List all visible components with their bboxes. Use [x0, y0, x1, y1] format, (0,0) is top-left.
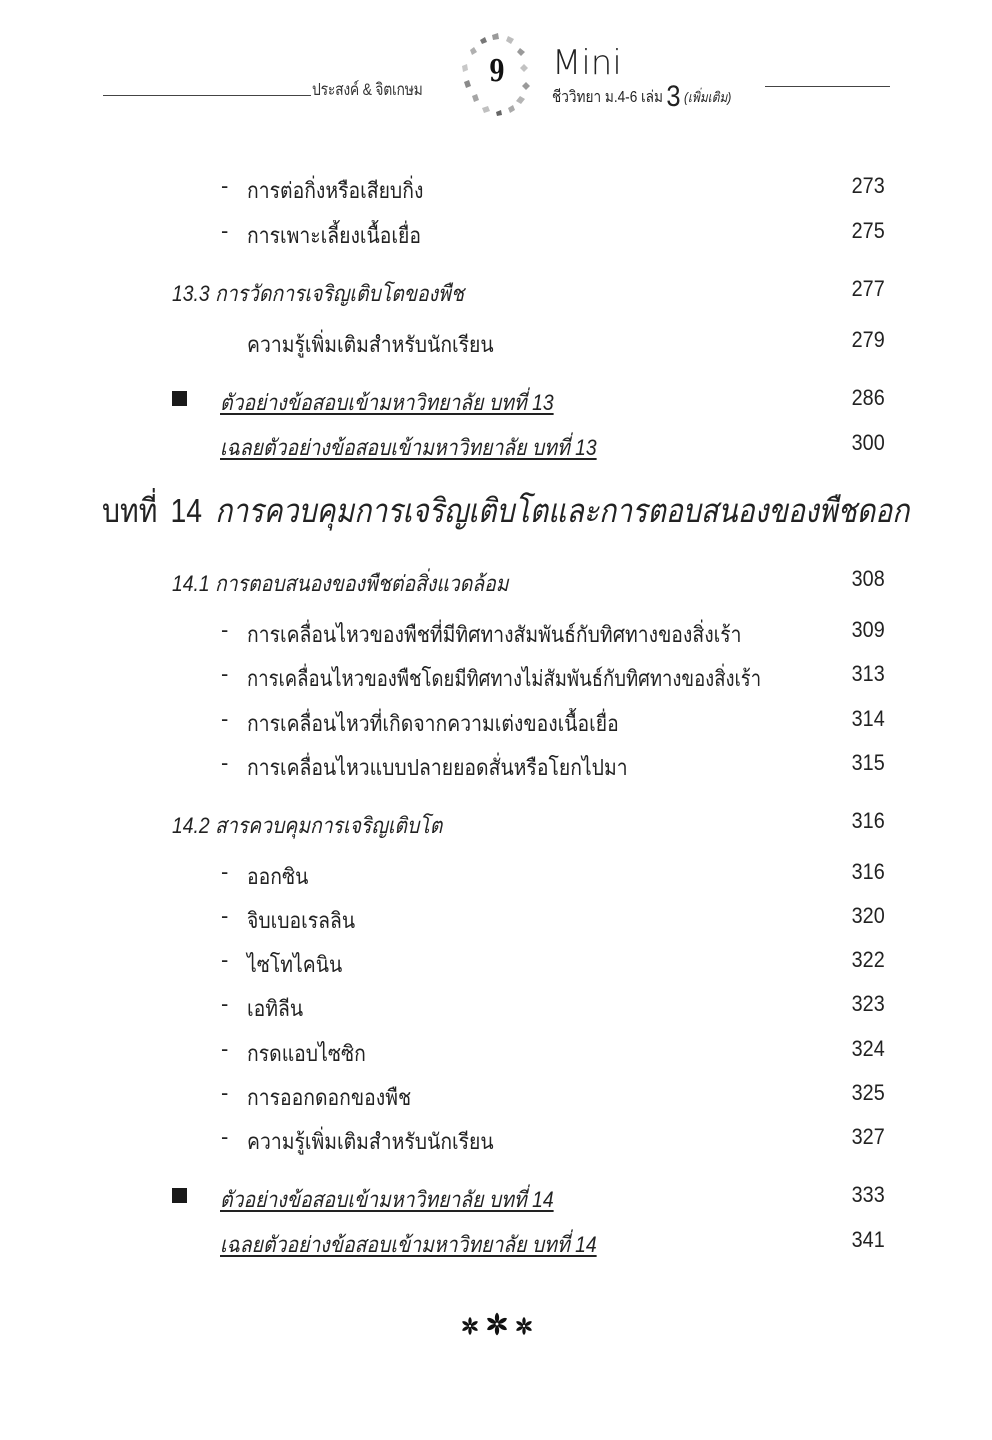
volume-note: (เพิ่มเติม) — [683, 89, 732, 105]
exam-title: ตัวอย่างข้อสอบเข้ามหาวิทยาลัย บทที่ 14 — [220, 1187, 554, 1212]
chapter-heading — [102, 484, 909, 537]
entry-page: 325 — [851, 1080, 885, 1105]
entry-page: 308 — [851, 566, 885, 591]
toc-exam-answer-entry[interactable] — [0, 430, 992, 464]
entry-title: การเคลื่อนไหวของพืชโดยมีทิศทางไม่สัมพันธ์กับทิศทางของสิ่งเร้า — [247, 666, 762, 691]
subtitle-text: ชีววิทยา ม.4-6 เล่ม — [552, 89, 663, 106]
entry-title: จิบเบอเรลลิน — [247, 908, 356, 933]
toc-entry[interactable] — [0, 903, 992, 937]
toc-entry[interactable] — [0, 750, 992, 784]
entry-page: 275 — [851, 218, 885, 243]
toc-entry[interactable] — [0, 1080, 992, 1114]
entry-title: การเคลื่อนไหวแบบปลายยอดสั่นหรือโยกไปมา — [247, 755, 628, 780]
toc-entry[interactable] — [0, 706, 992, 740]
entry-title: ออกซิน — [247, 864, 309, 889]
entry-title: ความรู้เพิ่มเติมสำหรับนักเรียน — [247, 332, 494, 357]
toc-entry[interactable] — [0, 1124, 992, 1158]
header-rule-left — [103, 95, 311, 96]
toc-entry[interactable] — [0, 661, 992, 695]
exam-answer-title: เฉลยตัวอย่างข้อสอบเข้ามหาวิทยาลัย บทที่ 13 — [220, 435, 597, 460]
entry-title: การเคลื่อนไหวของพืชที่มีทิศทางสัมพันธ์กับทิศทางของสิ่งเร้า — [247, 622, 742, 647]
toc-entry[interactable] — [0, 991, 992, 1025]
dash-marker: - — [221, 991, 229, 1016]
square-bullet-icon — [172, 391, 187, 406]
toc-section[interactable] — [0, 276, 992, 310]
dash-marker: - — [221, 1036, 229, 1061]
dash-marker: - — [221, 1124, 229, 1149]
entry-page: 324 — [851, 1036, 885, 1061]
toc-exam-answer-entry[interactable] — [0, 1227, 992, 1261]
toc-entry[interactable] — [0, 859, 992, 893]
dash-marker: - — [221, 1080, 229, 1105]
entry-page: 315 — [851, 750, 885, 775]
entry-page: 273 — [851, 173, 885, 198]
dash-marker: - — [221, 218, 229, 243]
entry-page: 323 — [851, 991, 885, 1016]
toc-entry[interactable] — [0, 1036, 992, 1070]
dash-marker: - — [221, 706, 229, 731]
dash-marker: - — [221, 903, 229, 928]
dash-marker: - — [221, 947, 229, 972]
book-subtitle — [552, 80, 731, 114]
entry-page: 300 — [851, 430, 885, 455]
dash-marker: - — [221, 859, 229, 884]
section-title: 14.1 การตอบสนองของพืชต่อสิ่งแวดล้อม — [172, 571, 509, 596]
dash-marker: - — [221, 617, 229, 642]
toc-section[interactable] — [0, 566, 992, 600]
series-title: Mini — [552, 43, 622, 83]
entry-title: เอทิลีน — [247, 996, 304, 1021]
entry-page: 322 — [851, 947, 885, 972]
dash-marker: - — [221, 661, 229, 686]
chapter-number: 14 — [170, 492, 203, 529]
entry-page: 333 — [851, 1182, 885, 1207]
section-title: 14.2 สารควบคุมการเจริญเติบโต — [172, 813, 443, 838]
entry-page: 320 — [851, 903, 885, 928]
entry-title: การออกดอกของพืช — [247, 1085, 412, 1110]
dash-marker: - — [221, 750, 229, 775]
entry-page: 309 — [851, 617, 885, 642]
toc-entry[interactable] — [0, 947, 992, 981]
entry-title: การเคลื่อนไหวที่เกิดจากความเต่งของเนื้อเยื่อ — [247, 711, 619, 736]
entry-page: 316 — [851, 808, 885, 833]
entry-page: 314 — [851, 706, 885, 731]
entry-title: การเพาะเลี้ยงเนื้อเยื่อ — [247, 223, 421, 248]
entry-title: การต่อกิ่งหรือเสียบกิ่ง — [247, 178, 424, 203]
volume-number: 3 — [666, 80, 681, 113]
entry-page: 327 — [851, 1124, 885, 1149]
header-rule-right — [765, 86, 890, 87]
entry-page: 279 — [851, 327, 885, 352]
chapter-title: การควบคุมการเจริญเติบโตและการตอบสนองของพืชดอก — [215, 492, 910, 529]
toc-entry[interactable] — [0, 617, 992, 651]
entry-title: ไซโทไคนิน — [247, 952, 343, 977]
entry-page: 341 — [851, 1227, 885, 1252]
toc-section[interactable] — [0, 808, 992, 842]
section-title: 13.3 การวัดการเจริญเติบโตของพืช — [172, 281, 465, 306]
header-authors: ประสงค์ & จิตเกษม — [312, 80, 423, 99]
entry-page: 277 — [851, 276, 885, 301]
flower-ornament-icon — [456, 1310, 538, 1340]
exam-title: ตัวอย่างข้อสอบเข้ามหาวิทยาลัย บทที่ 13 — [220, 390, 554, 415]
entry-title: ความรู้เพิ่มเติมสำหรับนักเรียน — [247, 1129, 494, 1154]
entry-page: 313 — [851, 661, 885, 686]
square-bullet-icon — [172, 1188, 187, 1203]
chapter-label: บทที่ — [102, 492, 158, 529]
dash-marker: - — [221, 173, 229, 198]
entry-page: 316 — [851, 859, 885, 884]
entry-title: กรดแอบไซซิก — [247, 1041, 366, 1066]
toc-entry[interactable] — [0, 173, 992, 207]
toc-entry[interactable] — [0, 327, 992, 361]
page-number: 9 — [489, 54, 505, 89]
page-number-badge — [452, 30, 542, 120]
toc-exam-entry[interactable] — [0, 385, 992, 419]
toc-exam-entry[interactable] — [0, 1182, 992, 1216]
entry-page: 286 — [851, 385, 885, 410]
toc-entry[interactable] — [0, 218, 992, 252]
exam-answer-title: เฉลยตัวอย่างข้อสอบเข้ามหาวิทยาลัย บทที่ 14 — [220, 1232, 597, 1257]
